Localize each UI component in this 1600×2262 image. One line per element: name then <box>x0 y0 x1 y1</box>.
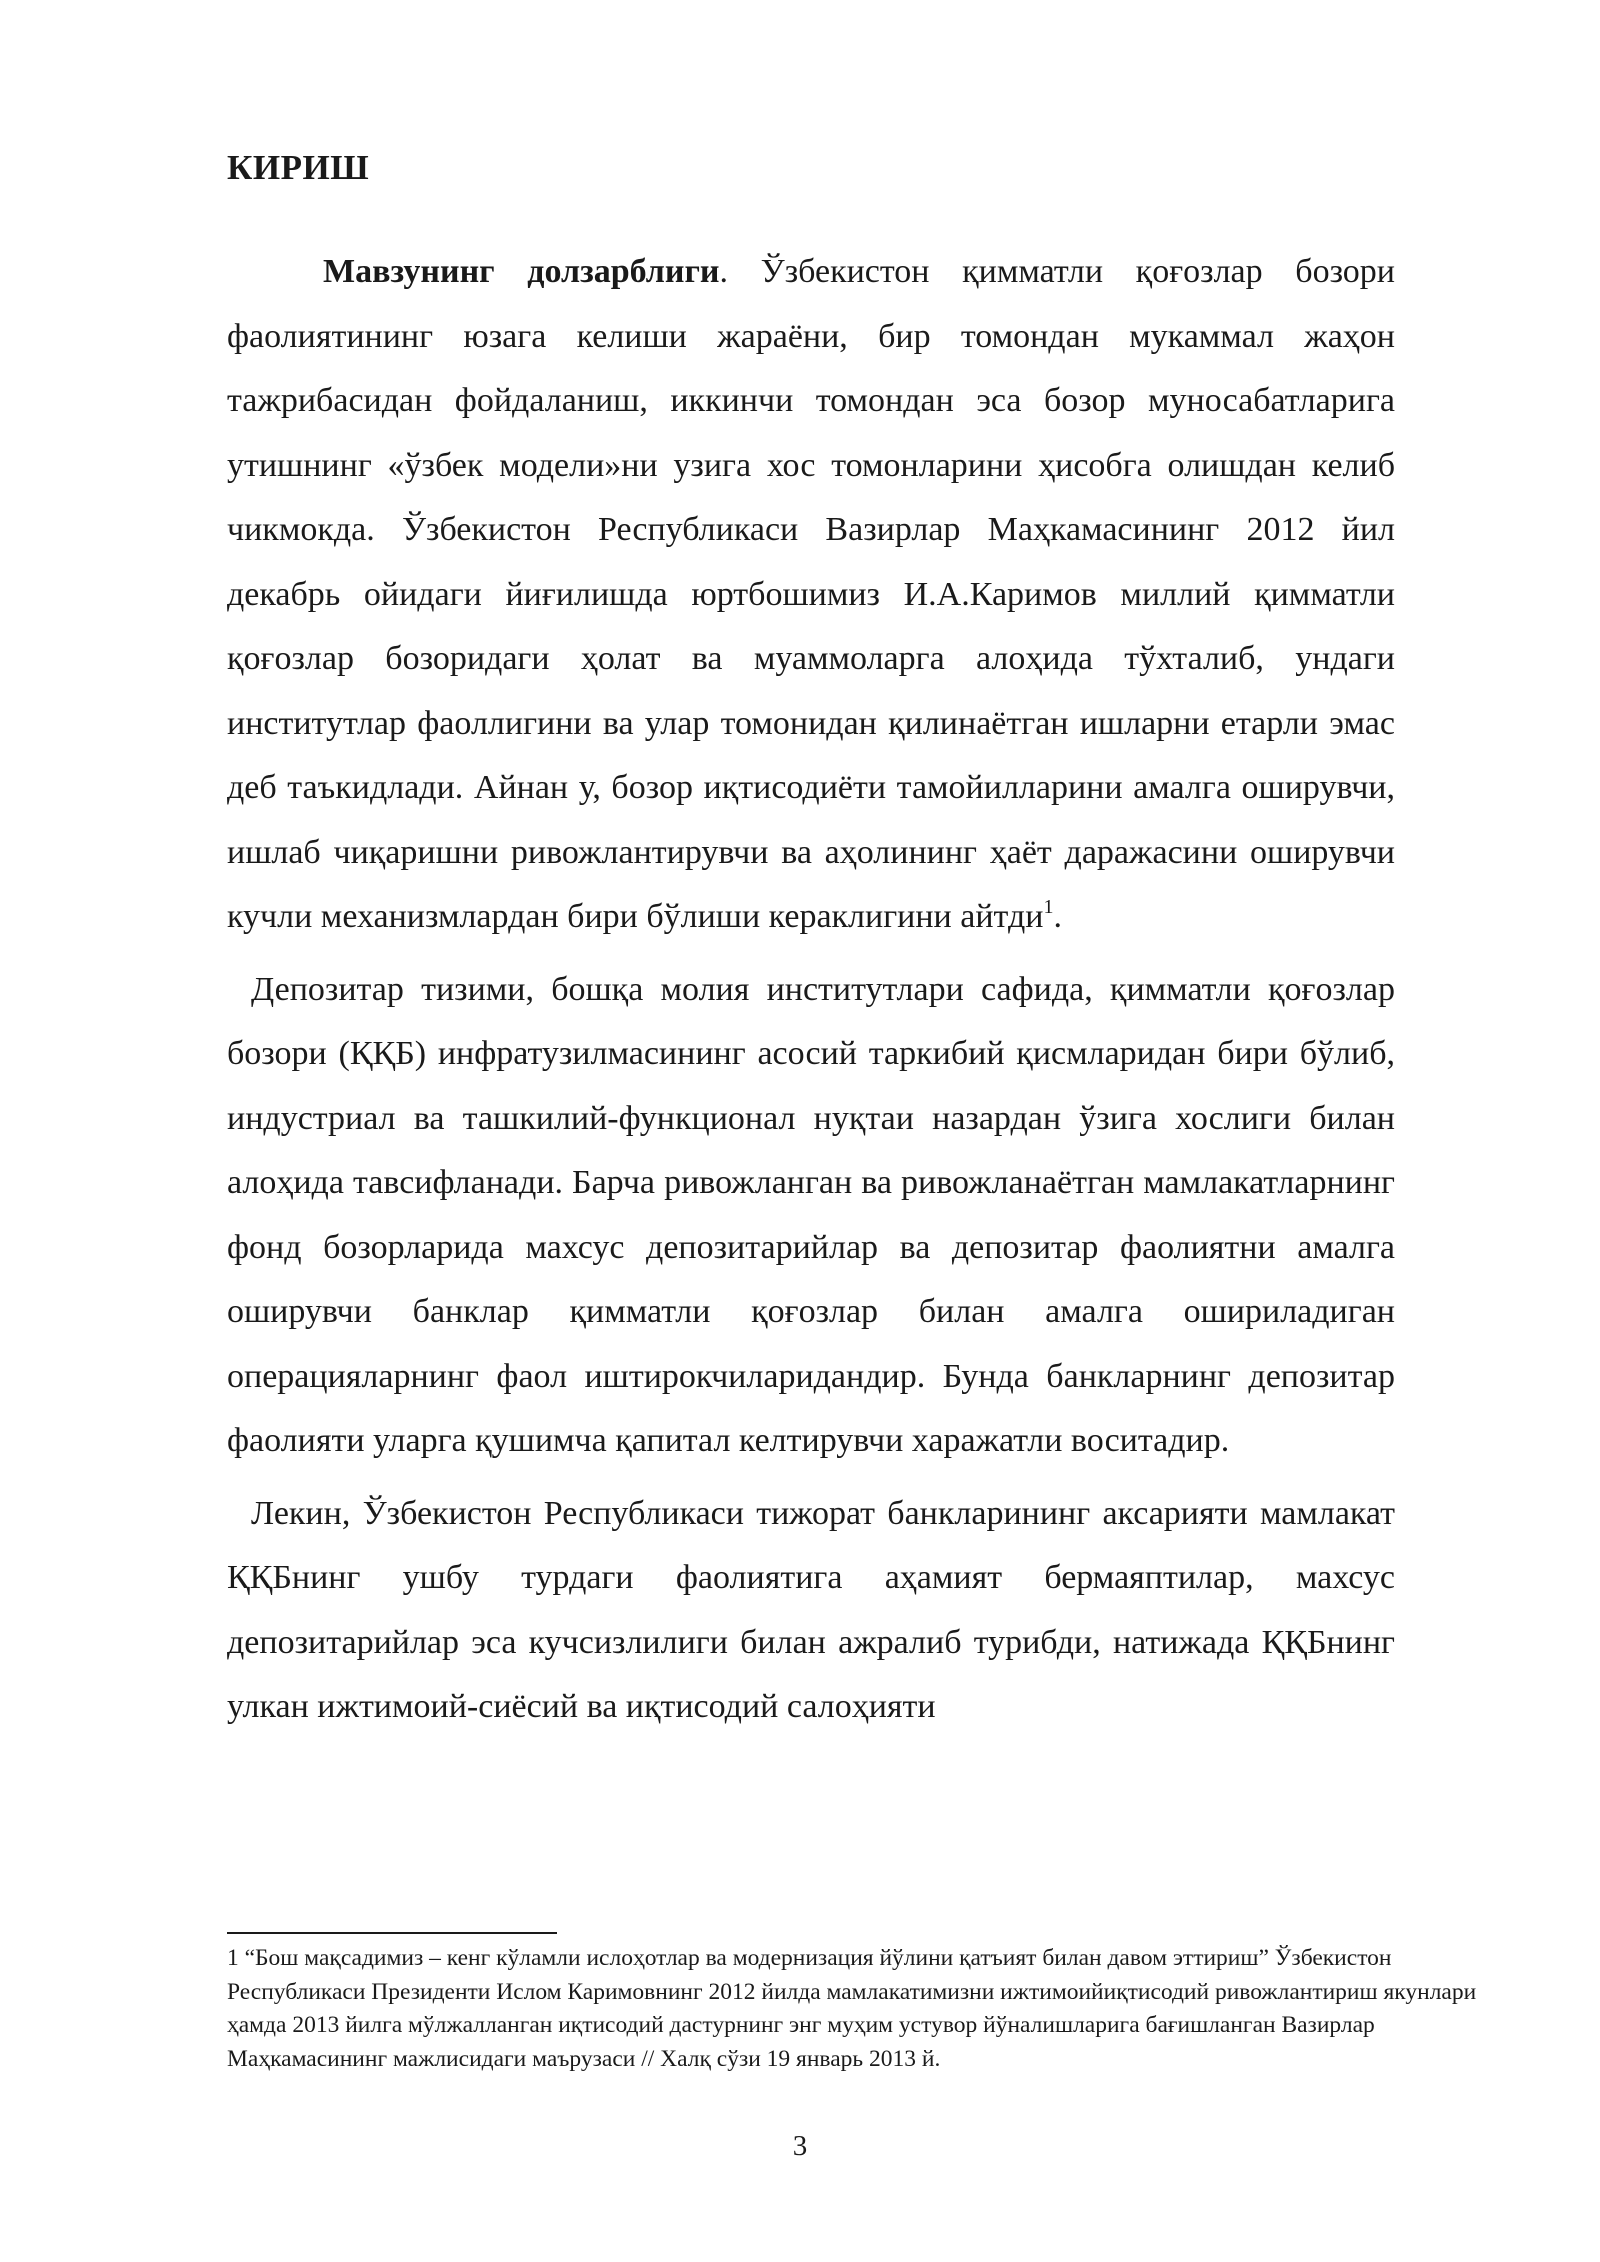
paragraph-banks: Лекин, Ўзбекистон Республикаси тижорат банкларининг аксарияти мамлакат ҚҚБнинг ушбу турдаги фаолиятига аҳамият бермаяптилар, махсус депозитарийлар эса кучсизлилиги билан ажралиб турибди, натижада ҚҚБнинг улкан ижтимоий-сиёсий ва иқтисодий салоҳияти <box>227 1494 1395 1725</box>
relevance-lead-label: Мавзунинг долзарблиги <box>323 253 720 290</box>
footnote-reference[interactable]: 1 <box>1043 896 1054 918</box>
footnote-separator <box>227 1932 557 1934</box>
footnote-text <box>227 1942 1527 2076</box>
section-heading: КИРИШ <box>227 148 370 187</box>
page-number: 3 <box>792 2130 808 2162</box>
paragraph-depository: Депозитар тизими, бошқа молия институтлари сафида, қимматли қоғозлар бозори (ҚҚБ) инфратузилмасининг асосий таркибий қисмларидан бири бўлиб, индустриал ва ташкилий-функционал нуқтаи назардан ўзига хослиги билан алоҳида тавсифланади. Барча ривожланган ва ривожланаётган мамлакатларнинг фонд бозорларида махсус депозитарийлар ва депозитар фаолиятни амалга оширувчи банклар қимматли қоғозлар билан амалга ошириладиган операцияларнинг фаол иштирокчиларидандир. Бунда банкларнинг депозитар фаолияти уларга қушимча қапитал келтирувчи харажатли воситадир. <box>227 970 1395 1459</box>
footnote-number: 1 <box>227 1945 239 1971</box>
body-text <box>227 240 1395 1748</box>
paragraph-relevance <box>227 240 1395 950</box>
paragraph-tail: . <box>1053 898 1062 935</box>
footnote-body: “Бош мақсадимиз – кенг кўламли ислоҳотлар ва модернизация йўлини қатъият билан давом эттириш” Ўзбекистон Республикаси Президенти Ислом Каримовнинг 2012 йилда мамлакатимизни ижтимоийиқтисодий ривожлантириш якунлари ҳамда 2013 йилга мўлжалланган иқтисодий дастурнинг энг муҳим устувор йўналишларига бағишланган Вазирлар Маҳкамасининг мажлисидаги маърузаси // Халқ сўзи 19 январь 2013 й. <box>227 1945 1477 2072</box>
paragraph-text: . Ўзбекистон қимматли қоғозлар бозори фаолиятининг юзага келиши жараёни, бир томондан мукаммал жаҳон тажрибасидан фойдаланиш, иккинчи томондан эса бозор муносабатларига утишнинг «ўзбек модели»ни узига хос томонларини ҳисобга олишдан келиб чикмокда. Ўзбекистон Республикаси Вазирлар Маҳкамасининг 2012 йил декабрь ойидаги йиғилишда юртбошимиз И.А.Каримов миллий қимматли қоғозлар бозоридаги ҳолат ва муаммоларга алоҳида тўхталиб, ундаги институтлар фаоллигини ва улар томонидан қилинаётган ишларни етарли эмас деб таъкидлади. Айнан у, бозор иқтисодиёти тамойилларини амалга оширувчи, ишлаб чиқаришни ривожлантирувчи ва аҳолининг ҳаёт даражасини оширувчи кучли механизмлардан бири бўлиши кераклигини айтди <box>227 253 1395 935</box>
footnote <box>227 1942 1527 2076</box>
